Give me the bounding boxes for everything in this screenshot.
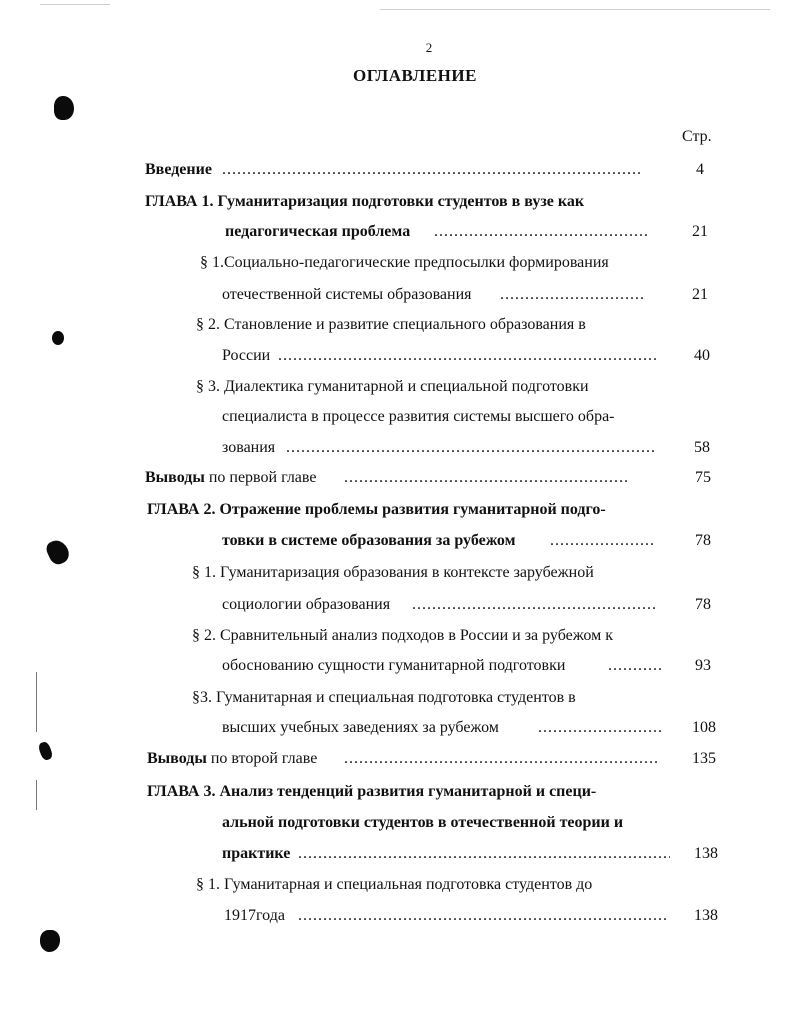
toc-section-title-cont: отечественной системы образования [222,286,472,303]
punch-hole-mark [52,331,64,345]
toc-page: 21 [692,286,708,303]
toc-section-title: § 2. Становление и развитие специального образования в [196,316,586,333]
leader-dots [550,531,654,551]
page-title: ОГЛАВЛЕНИЕ [353,66,477,85]
toc-entry-conclusions-2 [147,749,317,769]
toc-section-title: § 1. Гуманитарная и специальная подготовка студентов до [196,876,593,893]
toc-lead: Введение [145,161,212,178]
scan-edge-line [40,4,110,5]
leader-dots [222,160,640,180]
leader-dots [286,438,656,458]
toc-section-title-cont: высших учебных заведениях за рубежом [222,719,499,736]
leader-dots [434,222,650,242]
toc-page: 135 [692,750,716,767]
toc-section-title-cont: социологии образования [222,596,391,613]
scan-edge-line [36,780,37,810]
leader-dots [298,844,670,864]
punch-hole-mark [37,741,53,762]
toc-chapter-title-cont: альной подготовки студентов в отечественной теории и [222,814,624,831]
toc-section-title-cont: 1917года [224,907,285,924]
punch-hole-mark [44,537,72,567]
toc-section-title: §3. Гуманитарная и специальная подготовка студентов в [192,689,576,706]
toc-page: 21 [692,223,708,240]
toc-section-title-cont: специалиста в процессе развития системы высшего обра- [222,408,615,425]
toc-page: 138 [694,845,718,862]
toc-entry-text: по первой главе [208,469,317,486]
toc-page: 75 [695,469,711,486]
toc-section-title: § 2. Сравнительный анализ подходов в России и за рубежом к [192,627,613,644]
toc-chapter-title: ГЛАВА 1. Гуманитаризация подготовки студентов в вузе как [145,193,585,210]
toc-section-title: § 1. Гуманитаризация образования в контексте зарубежной [192,564,594,581]
toc-section-title-cont: России [222,347,271,364]
toc-page: 93 [695,657,711,674]
toc-page: 138 [694,907,718,924]
toc-page: 108 [692,719,716,736]
leader-dots [538,718,664,738]
toc-page: 78 [695,596,711,613]
toc-section-title-cont: обоснованию сущности гуманитарной подготовки [222,657,566,674]
toc-entry-text: по второй главе [210,750,318,767]
punch-hole-mark [40,930,60,952]
toc-page: 78 [695,532,711,549]
toc-lead: Выводы [147,750,207,767]
toc-chapter-title-cont: практике [222,845,291,862]
leader-dots [500,285,646,305]
scan-edge-line [380,9,770,10]
leader-dots [344,468,630,488]
toc-chapter-title: ГЛАВА 2. Отражение проблемы развития гуманитарной подго- [147,501,606,518]
leader-dots [344,749,658,769]
toc-section-title: § 3. Диалектика гуманитарной и специальной подготовки [196,378,589,395]
toc-chapter-title: ГЛАВА 3. Анализ тенденций развития гуманитарной и специ- [147,783,597,800]
toc-lead: Выводы [145,469,205,486]
toc-page: 40 [694,347,710,364]
leader-dots [278,346,656,366]
toc-entry-introduction [145,160,212,180]
toc-chapter-title-cont: педагогическая проблема [225,223,411,240]
scan-edge-line [36,672,37,732]
toc-section-title: § 1.Социально-педагогические предпосылки формирования [200,254,609,271]
toc-section-title-cont: зования [222,439,276,456]
leader-dots [412,595,656,615]
toc-page: 4 [696,161,704,178]
leader-dots [298,906,668,926]
page-number: 2 [425,40,433,55]
punch-hole-mark [54,96,74,120]
toc-page: 58 [694,439,710,456]
toc-chapter-title-cont: товки в системе образования за рубежом [222,532,516,549]
page-column-label: Стр. [682,128,712,145]
toc-entry-conclusions-1 [145,468,316,488]
